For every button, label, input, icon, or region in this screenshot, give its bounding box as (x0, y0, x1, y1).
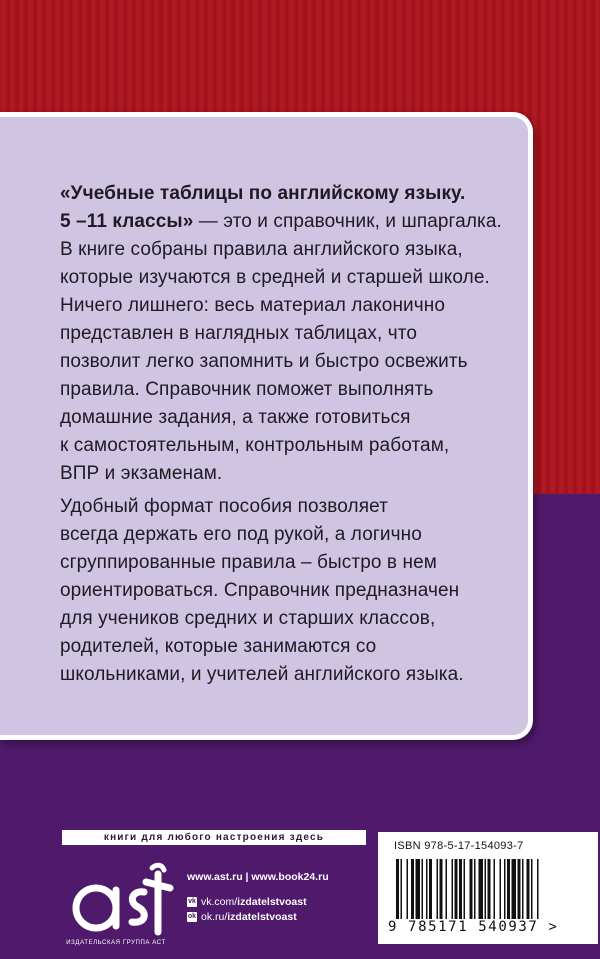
text-line (60, 180, 522, 208)
barcode-bar (407, 859, 409, 919)
barcode-bar (494, 859, 496, 919)
barcode-bar (522, 859, 524, 919)
barcode-bar (396, 859, 399, 919)
barcode-bar (470, 859, 473, 919)
text-line: В книге собраны правила английского языка, (60, 239, 463, 260)
barcode-bar (440, 859, 443, 919)
text-line: родителей, которые занимаются со (60, 636, 377, 657)
barcode-bar (512, 859, 517, 919)
barcode-bar (446, 859, 448, 919)
text-line: ориентироваться. Справочник предназначен (60, 580, 460, 601)
barcode-bar (527, 859, 530, 919)
barcode-bar (459, 859, 462, 919)
text-line: всегда держать его под рукой, а логично (60, 524, 422, 545)
barcode-bar (531, 859, 533, 919)
barcode-bar (422, 859, 424, 919)
text-line: правила. Справочник поможет выполнять (60, 379, 434, 400)
barcode-bars (396, 859, 580, 919)
barcode-bar (437, 859, 439, 919)
barcode-bar (479, 859, 484, 919)
website-links[interactable]: www.ast.ru | www.book24.ru (187, 871, 329, 883)
ok-link[interactable]: ok ok.ru/ izdatelstvoast (187, 911, 297, 923)
barcode-bar (416, 859, 421, 919)
barcode-bar (507, 859, 510, 919)
book-title-part: 5 –11 классы» (60, 211, 194, 232)
text-line: 5 –11 классы» — это и справочник, и шпаргалка. (60, 211, 502, 232)
barcode-bar (518, 859, 521, 919)
barcode-bar (504, 859, 506, 919)
text-line: Ничего лишнего: весь материал лаконично (60, 295, 446, 316)
book-title-part: «Учебные таблицы по английскому языку. (60, 183, 466, 204)
barcode-bar (426, 859, 428, 919)
text-line: позволит легко запомнить и быстро освежить (60, 351, 468, 372)
vk-link[interactable]: vk vk.com/ izdatelstvoast (188, 896, 307, 908)
text-line: сгруппированные правила – быстро в нем (60, 552, 437, 573)
text-line: для учеников средних и старших классов, (60, 608, 436, 629)
text-line: к самостоятельным, контрольным работам, (60, 435, 450, 456)
isbn-label: ISBN 978-5-17-154093-7 (394, 840, 524, 852)
barcode-bar (485, 859, 487, 919)
barcode-number: 9 785171 540937 > (388, 919, 559, 935)
barcode-bar (500, 859, 502, 919)
text-line: ВПР и экзаменам. (60, 463, 223, 484)
text-line: домашние задания, а также готовиться (60, 407, 411, 428)
ok-icon: ok (187, 913, 197, 920)
barcode-bar (537, 859, 539, 919)
tagline-banner: книги для любого настроения здесь (62, 830, 366, 845)
text-line: Удобный формат пособия позволяет (60, 496, 388, 517)
barcode-bar (474, 859, 476, 919)
vk-icon: vk (188, 898, 196, 905)
barcode-bar (429, 859, 432, 919)
barcode-bar (401, 859, 403, 919)
text-line: представлен в наглядных таблицах, что (60, 323, 418, 344)
description-paragraph-1 (60, 180, 522, 488)
barcode-bar (464, 859, 466, 919)
publisher-caption: ИЗДАТЕЛЬСКАЯ ГРУППА АСТ (66, 940, 166, 946)
barcode-block (378, 832, 598, 944)
barcode-bar (452, 859, 454, 919)
description-paragraph-2 (60, 493, 522, 689)
barcode-bar (488, 859, 491, 919)
barcode-bar (455, 859, 458, 919)
text-line: которые изучаются в средней и старшей школе. (60, 267, 490, 288)
text-line: школьниками, и учителей английского языка. (60, 664, 464, 685)
barcode-bar (411, 859, 414, 919)
